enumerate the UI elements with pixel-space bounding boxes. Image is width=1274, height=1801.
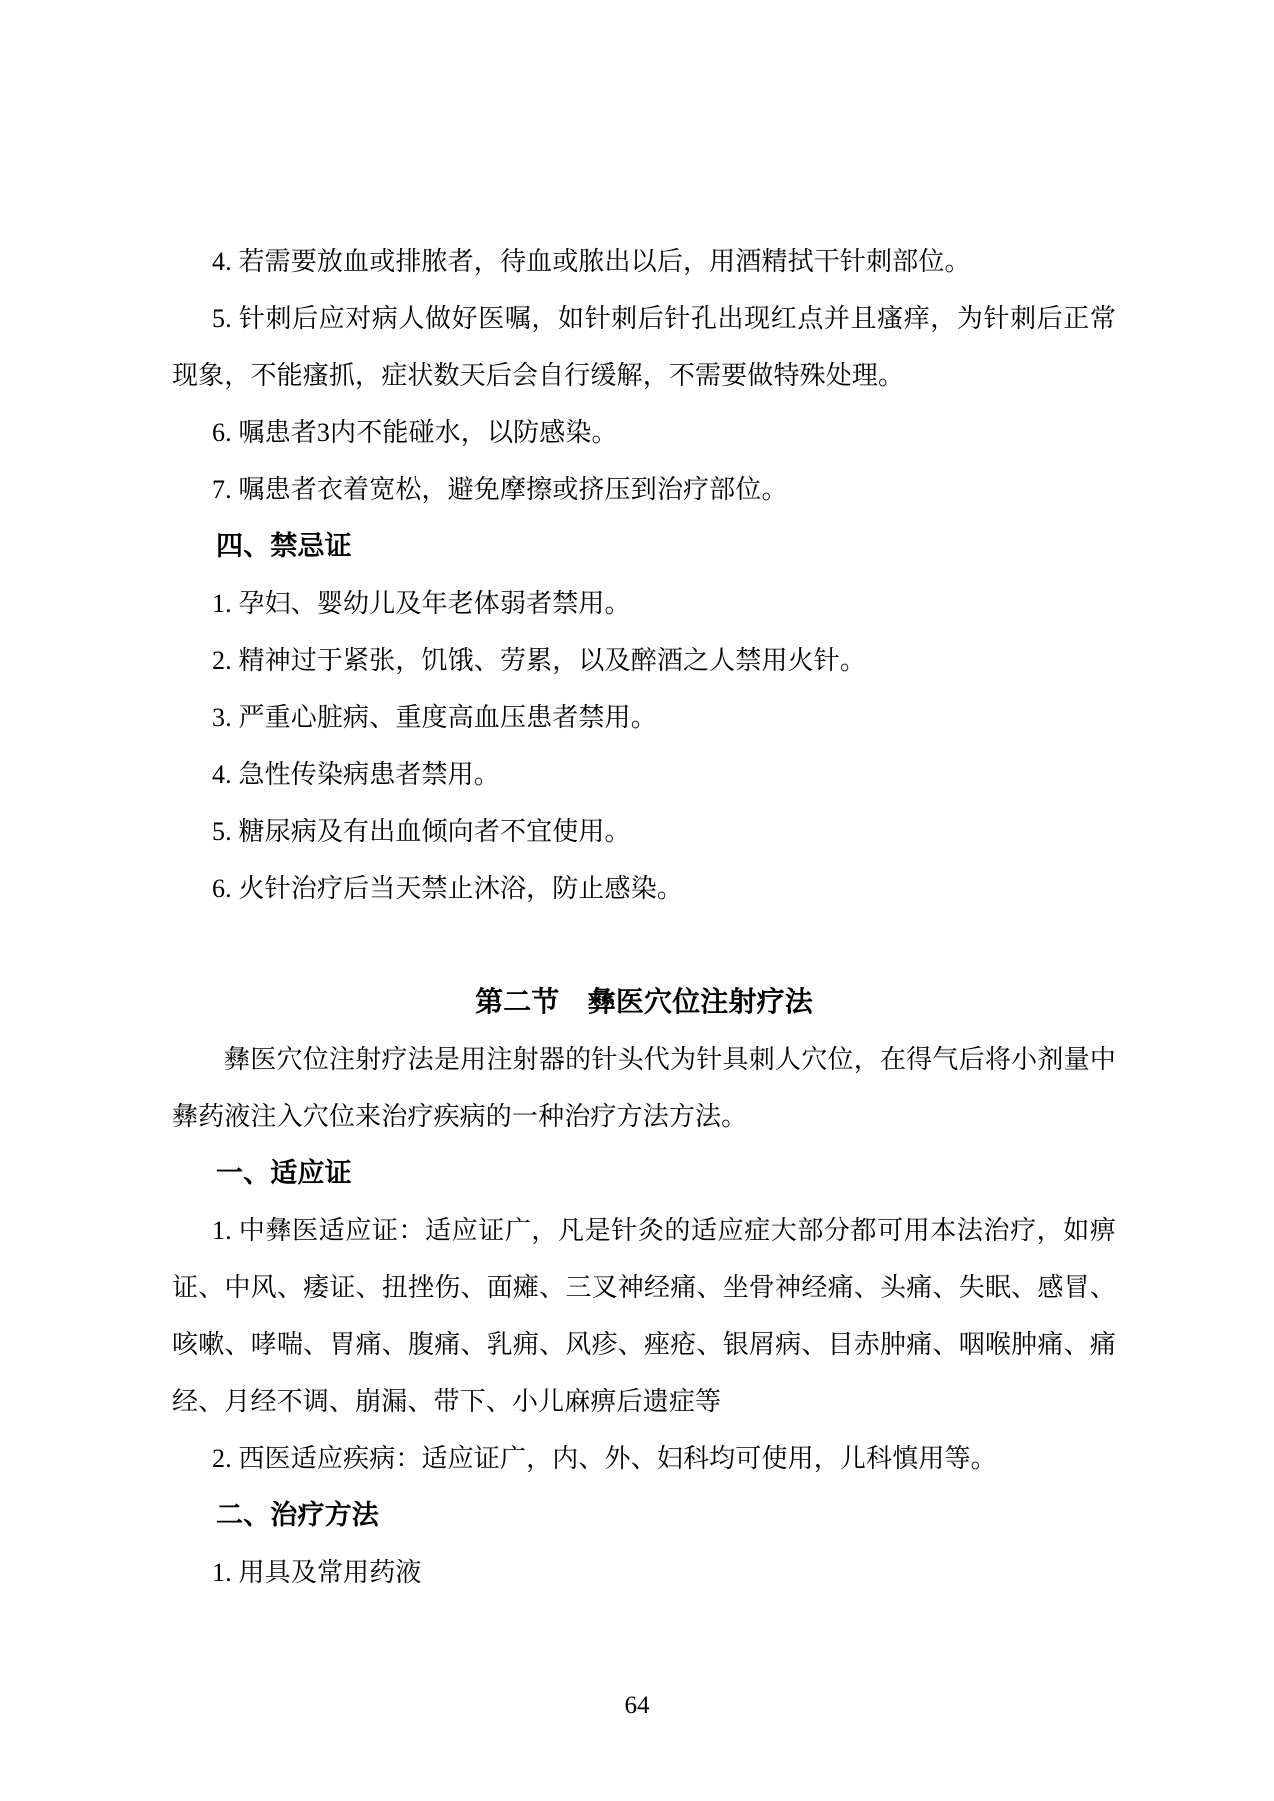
list-paragraph: 6. 嘱患者3内不能碰水，以防感染。 (212, 418, 618, 447)
page-number: 64 (624, 1692, 650, 1719)
list-paragraph: 2. 精神过于紧张，饥饿、劳累，以及醉酒之人禁用火针。 (212, 646, 867, 675)
subsection-heading: 四、禁忌证 (216, 531, 352, 561)
document-body (172, 233, 1116, 1601)
list-paragraph: 5. 糖尿病及有出血倾向者不宜使用。 (212, 817, 631, 846)
list-paragraph: 6. 火针治疗后当天禁止沐浴，防止感染。 (212, 874, 684, 903)
list-paragraph: 2. 西医适应疾病：适应证广，内、外、妇科均可使用，儿科慎用等。 (212, 1444, 997, 1473)
list-paragraph: 3. 严重心脏病、重度高血压患者禁用。 (212, 703, 657, 732)
list-paragraph: 5. 针刺后应对病人做好医嘱，如针刺后针孔出现红点并且瘙痒，为针刺后正常现象，不能瘙抓，症状数天后会自行缓解，不需要做特殊处理。 (172, 304, 1116, 390)
list-paragraph: 4. 若需要放血或排脓者，待血或脓出以后，用酒精拭干针刺部位。 (212, 247, 971, 276)
subsection-heading: 一、适应证 (216, 1158, 352, 1188)
list-paragraph: 4. 急性传染病患者禁用。 (212, 760, 500, 789)
page-footer (0, 1692, 1274, 1720)
section-heading: 第二节 彝医穴位注射疗法 (475, 987, 813, 1018)
list-paragraph: 1. 孕妇、婴幼儿及年老体弱者禁用。 (212, 589, 631, 618)
list-paragraph: 7. 嘱患者衣着宽松，避免摩擦或挤压到治疗部位。 (212, 475, 788, 504)
body-paragraph: 彝医穴位注射疗法是用注射器的针头代为针具刺人穴位，在得气后将小剂量中彝药液注入穴位来治疗疾病的一种治疗方法方法。 (172, 1045, 1116, 1131)
subsection-heading: 二、治疗方法 (216, 1500, 379, 1530)
list-paragraph: 1. 用具及常用药液 (212, 1558, 422, 1587)
list-paragraph: 1. 中彝医适应证：适应证广，凡是针灸的适应症大部分都可用本法治疗，如痹证、中风、痿证、扭挫伤、面瘫、三叉神经痛、坐骨神经痛、头痛、失眠、感冒、咳嗽、哮喘、胃痛、腹痛、乳痈、风疹、痤疮、银屑病、目赤肿痛、咽喉肿痛、痛经、月经不调、崩漏、带下、小儿麻痹后遗症等 (172, 1216, 1116, 1416)
